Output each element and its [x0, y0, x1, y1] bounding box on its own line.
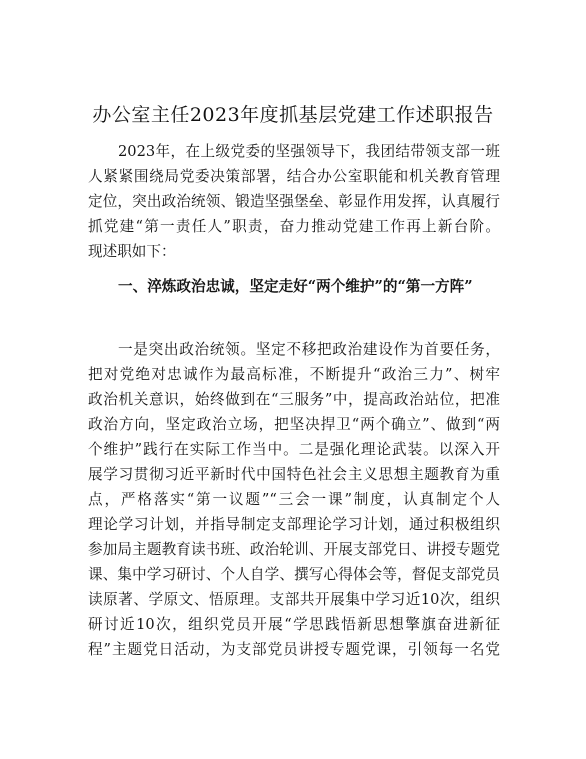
body-line-1: 一是突出政治统领。坚定不移把政治建设作为首要任务，: [118, 341, 500, 358]
body-line-12: 研讨近10次，组织党员开展“学思践悟新思想擎旗奋进新征: [88, 616, 500, 633]
body-line-2: 把对党绝对忠诚作为最高标准，不断提升“政治三力”、树牢: [88, 366, 500, 383]
body-line-13: 程”主题党日活动，为支部党员讲授专题党课，引领每一名党: [88, 641, 500, 658]
intro-line-1: 2023年，在上级党委的坚强领导下，我团结带领支部一班: [118, 143, 500, 160]
intro-line-5: 现述职如下：: [88, 243, 176, 260]
body-line-6: 展学习贯彻习近平新时代中国特色社会主义思想主题教育为重: [88, 466, 500, 483]
intro-line-2: 人紧紧围绕局党委决策部署，结合办公室职能和机关教育管理: [88, 168, 500, 185]
body-line-9: 参加局主题教育读书班、政治轮训、开展支部党日、讲授专题党: [88, 541, 500, 558]
body-line-3: 政治机关意识，始终做到在“三服务”中，提高政治站位，把准: [88, 391, 500, 408]
body-line-7: 点，严格落实“第一议题”“三会一课”制度，认真制定个人: [88, 491, 500, 508]
section-heading-1: 一、淬炼政治忠诚，坚定走好“两个维护”的“第一方阵”: [118, 278, 473, 295]
body-line-4: 政治方向，坚定政治立场，把坚决捍卫“两个确立”、做到“两: [88, 416, 500, 433]
document-title: 办公室主任2023年度抓基层党建工作述职报告: [92, 104, 494, 126]
intro-line-4: 抓党建“第一责任人”职责，奋力推动党建工作再上新台阶。: [88, 218, 500, 235]
body-line-11: 读原著、学原文、悟原理。支部共开展集中学习近10次，组织: [88, 591, 500, 608]
body-line-10: 课、集中学习研讨、个人自学、撰写心得体会等，督促支部党员: [88, 566, 500, 583]
body-line-8: 理论学习计划，并指导制定支部理论学习计划，通过积极组织: [88, 516, 500, 533]
body-line-5: 个维护”践行在实际工作当中。二是强化理论武装。以深入开: [88, 441, 500, 458]
intro-line-3: 定位，突出政治统领、锻造坚强堡垒、彰显作用发挥，认真履行: [88, 193, 500, 210]
